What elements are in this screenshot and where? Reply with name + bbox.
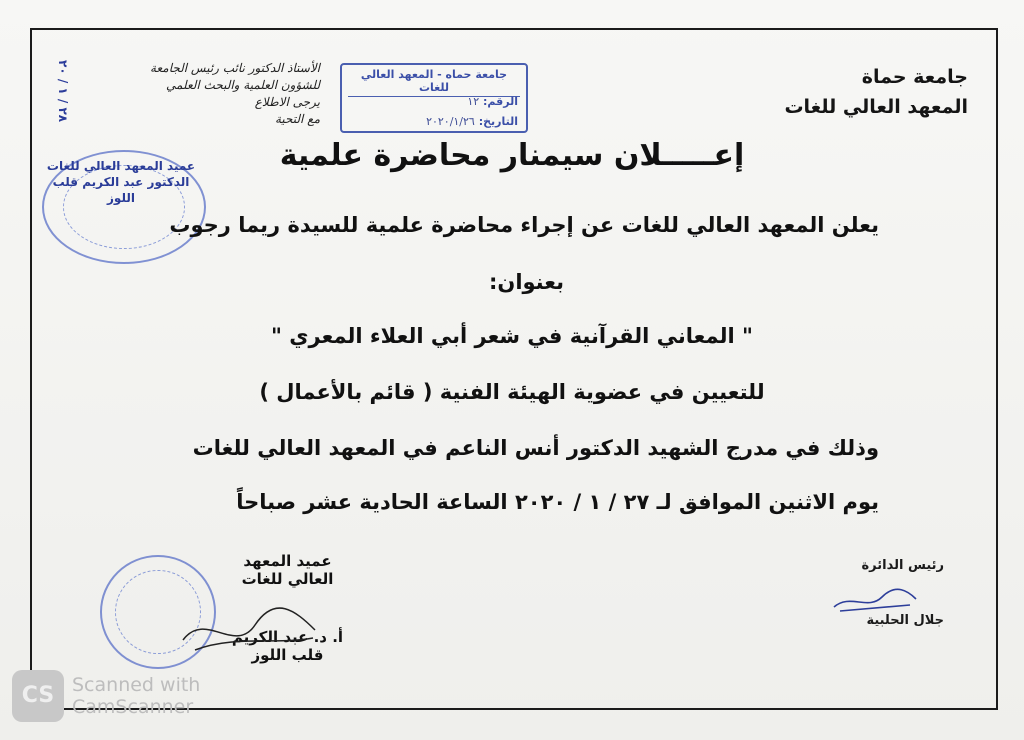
body-line-announcement: يعلن المعهد العالي للغات عن إجراء محاضرة علمية للسيدة ريما رجوب [169,213,879,237]
body-line-purpose: للتعيين في عضوية الهيئة الفنية ( قائم بالأعمال ) [259,380,765,404]
institution-header [784,62,968,122]
dean-stamp-top-title: عميد المعهد العالي للغات [46,159,196,173]
dean-signature [175,600,325,660]
registration-stamp [340,63,528,133]
university-name: جامعة حماة [861,66,968,88]
registration-date-row [426,115,518,128]
side-date-note: ٢٨ / ١ / ٢٠ [56,60,70,123]
dean-name: أ. د. عبد الكريم قلب اللوز [231,628,344,664]
watermark-line2: CamScanner [72,696,194,718]
body-line-venue: وذلك في مدرج الشهيد الدكتور أنس الناعم في المعهد العالي للغات [192,436,879,460]
handwritten-note-line: مع التحية [274,112,320,126]
department-head-title: رئيس الدائرة [861,558,944,573]
registration-number-value: ١٢ [467,95,480,108]
registration-date-label: التاريخ: [478,115,518,128]
department-head-signature [830,585,920,615]
registration-stamp-title: جامعة حماه - المعهد العالي للغات [348,68,520,97]
registration-date-value: ٢٠٢٠/١/٢٦ [426,115,475,128]
registration-number-label: الرقم: [483,95,518,108]
body-line-lecture-title: " المعاني القرآنية في شعر أبي العلاء المعري " [271,324,753,348]
registration-number-row [467,95,518,108]
department-head-name: جلال الحلبية [866,613,944,628]
watermark-text [72,674,200,718]
handwritten-note-line: يرجى الاطلاع [254,95,320,109]
watermark-line1: Scanned with [72,674,201,696]
handwritten-note-line: للشؤون العلمية والبحث العلمي [166,78,320,92]
dean-title: عميد المعهد العالي للغات [241,552,334,588]
institute-name: المعهد العالي للغات [784,96,968,118]
handwritten-note [150,60,320,128]
body-line-datetime: يوم الاثنين الموافق لـ ٢٧ / ١ / ٢٠٢٠ الساعة الحادية عشر صباحاً [236,490,879,514]
camscanner-watermark [12,670,200,722]
announcement-title: إعـــــلان سيمنار محاضرة علمية [279,138,745,173]
handwritten-note-line: الأستاذ الدكتور نائب رئيس الجامعة [150,61,320,75]
body-line-subject-label: بعنوان: [489,270,564,294]
dean-stamp-top-name: الدكتور عبد الكريم قلب اللوز [52,175,190,205]
camscanner-logo-icon: CS [12,670,64,722]
